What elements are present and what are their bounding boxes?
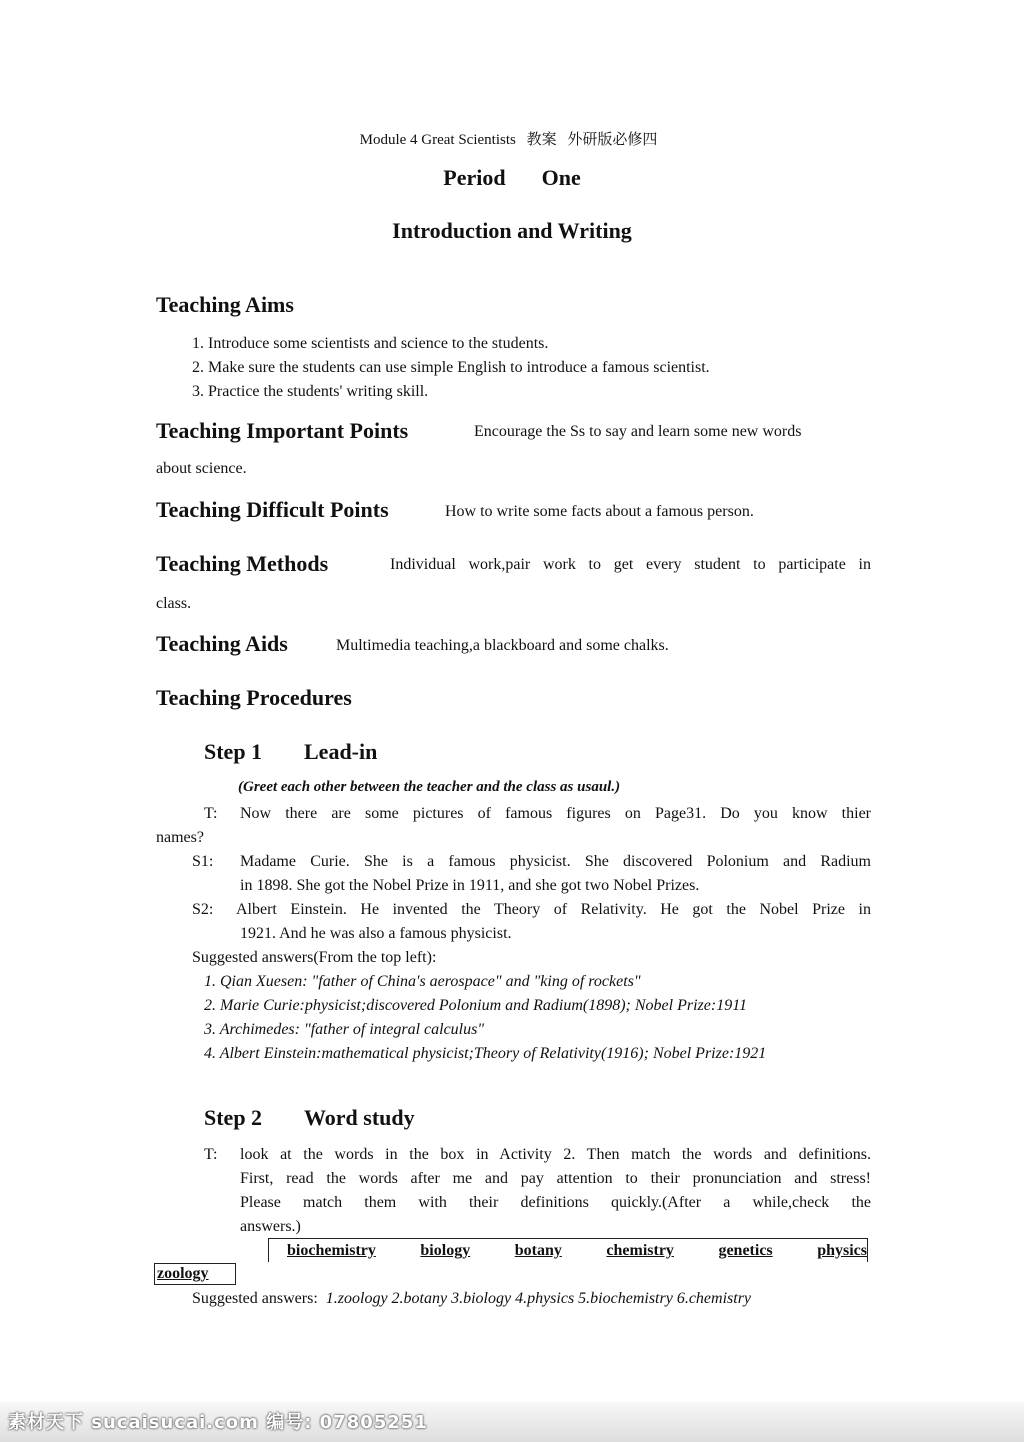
- step1-note: (Greet each other between the teacher and the class as usaul.): [238, 779, 621, 795]
- step2-answers-text: 1.zoology 2.botany 3.biology 4.physics 5.biochemistry 6.chemistry: [325, 1290, 752, 1307]
- aims-item-3: 3. Practice the students' writing skill.: [192, 383, 429, 400]
- methods-text: Individual work,pair work to get every student to participate in: [390, 556, 871, 573]
- watermark-text: 素材天下 sucaisucai.com 编号: 07805251: [8, 1412, 428, 1433]
- step1-t-line2: names?: [156, 829, 204, 846]
- important-heading: Teaching Important Points: [156, 418, 409, 443]
- word-item: genetics: [718, 1241, 773, 1259]
- aids-heading: Teaching Aids: [156, 631, 288, 656]
- word-item: biology: [420, 1241, 471, 1259]
- aims-item-2: 2. Make sure the students can use simple English to introduce a famous scientist.: [192, 359, 710, 376]
- word-item: physics: [817, 1241, 867, 1259]
- step2-answers: [192, 1290, 751, 1308]
- aims-item-1: 1. Introduce some scientists and science to the students.: [192, 335, 549, 352]
- period-number: One: [541, 165, 581, 190]
- methods-heading: Teaching Methods: [156, 551, 329, 576]
- step2-line-4: answers.): [240, 1218, 301, 1235]
- step2-line-2: First, read the words after me and pay attention to their pronunciation and stress!: [240, 1170, 871, 1187]
- lesson-subtitle: Introduction and Writing: [392, 218, 632, 243]
- step1-s1-line2: in 1898. She got the Nobel Prize in 1911, and she got two Nobel Prizes.: [240, 877, 700, 894]
- word-box: [268, 1238, 868, 1262]
- step1-t-line1: Now there are some pictures of famous figures on Page31. Do you know thier: [240, 805, 871, 822]
- period-title: [0, 165, 1024, 191]
- step2-heading: [204, 1105, 415, 1131]
- step2-title: Word study: [304, 1105, 415, 1130]
- step1-heading: [204, 739, 377, 765]
- step1-title: Lead-in: [304, 739, 378, 764]
- word-box-overflow: [154, 1263, 236, 1285]
- word-item: zoology: [157, 1265, 209, 1282]
- important-text: Encourage the Ss to say and learn some new words: [474, 423, 802, 440]
- step1-answers-label: Suggested answers(From the top left):: [192, 949, 437, 966]
- step1-t-label: T:: [204, 805, 218, 822]
- difficult-text: How to write some facts about a famous person.: [445, 503, 754, 520]
- step2-line-3: Please match them with their definitions quickly.(After a while,check the: [240, 1194, 871, 1211]
- step1-answer-1: 1. Qian Xuesen: "father of China's aerospace" and "king of rockets": [204, 973, 641, 990]
- course-title: Module 4 Great Scientists: [359, 132, 516, 148]
- step1-s2-label: S2:: [192, 901, 214, 918]
- word-item: biochemistry: [287, 1241, 376, 1259]
- step2-t-label: T:: [204, 1146, 218, 1163]
- step1-answer-2: 2. Marie Curie:physicist;discovered Polonium and Radium(1898); Nobel Prize:1911: [204, 997, 748, 1014]
- step2-answers-label: Suggested answers:: [192, 1290, 318, 1307]
- step1-s2-line2: 1921. And he was also a famous physicist.: [240, 925, 512, 942]
- header-cn-edition: 外研版必修四: [567, 132, 658, 148]
- difficult-heading: Teaching Difficult Points: [156, 497, 389, 522]
- step1-answer-4: 4. Albert Einstein:mathematical physicist;Theory of Relativity(1916); Nobel Prize:1921: [204, 1045, 767, 1062]
- period-word: Period: [443, 165, 506, 190]
- step2-number: Step 2: [204, 1105, 263, 1130]
- methods-text-cont: class.: [156, 595, 192, 612]
- watermark-bar: [0, 1402, 1024, 1442]
- aims-heading: Teaching Aims: [156, 292, 294, 317]
- step1-s1-line1: Madame Curie. She is a famous physicist. She discovered Polonium and Radium: [240, 853, 871, 870]
- procedures-heading: Teaching Procedures: [156, 685, 352, 710]
- step1-s2-line1: Albert Einstein. He invented the Theory of Relativity. He got the Nobel Prize in: [236, 901, 871, 918]
- step1-answer-3: 3. Archimedes: "father of integral calculus": [204, 1021, 485, 1038]
- header-cn-lesson-plan: 教案: [526, 132, 557, 148]
- word-item: chemistry: [606, 1241, 674, 1259]
- important-text-cont: about science.: [156, 460, 247, 477]
- step1-s1-label: S1:: [192, 853, 214, 870]
- aids-text: Multimedia teaching,a blackboard and some chalks.: [336, 637, 669, 654]
- step2-line-1: look at the words in the box in Activity 2. Then match the words and definitions.: [240, 1146, 871, 1163]
- step1-number: Step 1: [204, 739, 263, 764]
- word-item: botany: [514, 1241, 562, 1259]
- document-header: [0, 128, 1024, 149]
